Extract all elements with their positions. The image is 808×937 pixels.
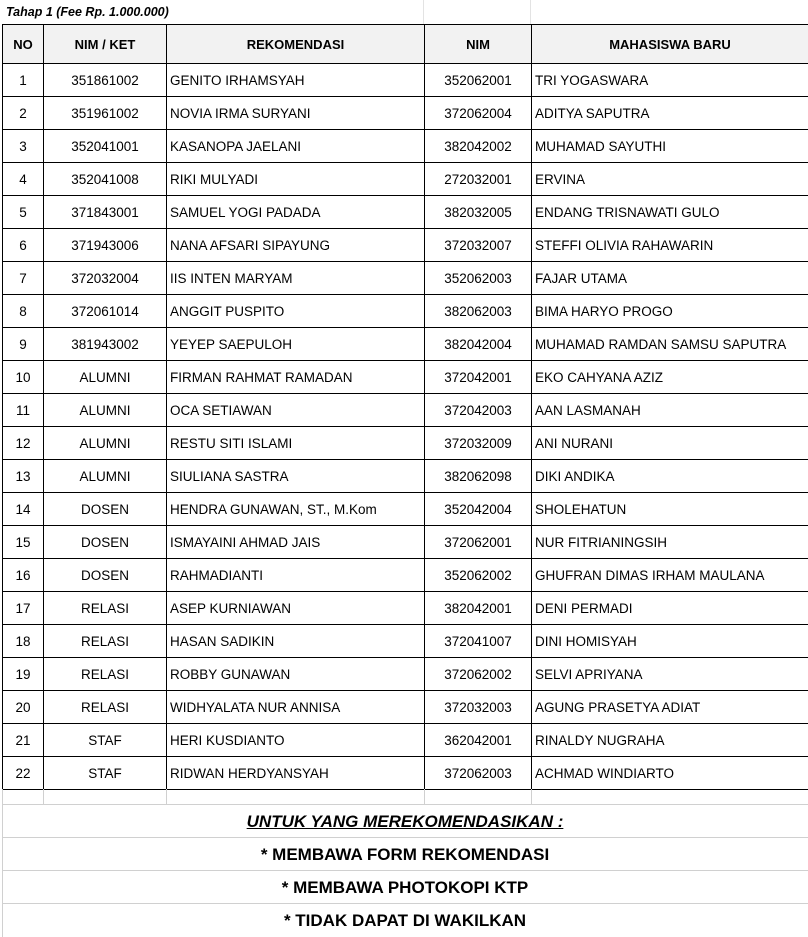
- sheet-title: Tahap 1 (Fee Rp. 1.000.000): [6, 5, 169, 19]
- cell-rekomendasi: KASANOPA JAELANI: [167, 130, 425, 163]
- cell-rekomendasi: RIDWAN HERDYANSYAH: [167, 757, 425, 790]
- gridline: [530, 0, 531, 24]
- cell-rekomendasi: OCA SETIAWAN: [167, 394, 425, 427]
- note-item: * MEMBAWA FORM REKOMENDASI: [2, 837, 808, 870]
- cell-nim: 382042001: [425, 592, 532, 625]
- cell-nim: 382042004: [425, 328, 532, 361]
- gridline: [423, 0, 424, 24]
- cell-rekomendasi: HERI KUSDIANTO: [167, 724, 425, 757]
- cell-no: 1: [3, 64, 44, 97]
- cell-nim: 352042004: [425, 493, 532, 526]
- header-nim-ket: NIM / KET: [44, 25, 167, 64]
- cell-mahasiswa-baru: SELVI APRIYANA: [532, 658, 808, 691]
- spacer-row: [2, 789, 808, 804]
- cell-nim-ket: 372032004: [44, 262, 167, 295]
- cell-no: 22: [3, 757, 44, 790]
- cell-rekomendasi: HENDRA GUNAWAN, ST., M.Kom: [167, 493, 425, 526]
- cell-no: 11: [3, 394, 44, 427]
- cell-no: 10: [3, 361, 44, 394]
- cell-no: 5: [3, 196, 44, 229]
- cell-nim: 372062003: [425, 757, 532, 790]
- cell-rekomendasi: ISMAYAINI AHMAD JAIS: [167, 526, 425, 559]
- gridline: [531, 789, 532, 804]
- table-row: [3, 64, 808, 97]
- cell-rekomendasi: IIS INTEN MARYAM: [167, 262, 425, 295]
- cell-mahasiswa-baru: ERVINA: [532, 163, 808, 196]
- cell-nim-ket: 352041008: [44, 163, 167, 196]
- cell-nim: 372042001: [425, 361, 532, 394]
- cell-nim: 352062001: [425, 64, 532, 97]
- cell-mahasiswa-baru: GHUFRAN DIMAS IRHAM MAULANA: [532, 559, 808, 592]
- header-rekomendasi: REKOMENDASI: [167, 25, 425, 64]
- cell-rekomendasi: RESTU SITI ISLAMI: [167, 427, 425, 460]
- cell-mahasiswa-baru: DENI PERMADI: [532, 592, 808, 625]
- cell-rekomendasi: ASEP KURNIAWAN: [167, 592, 425, 625]
- table-row: [3, 361, 808, 394]
- table-row: [3, 262, 808, 295]
- cell-rekomendasi: HASAN SADIKIN: [167, 625, 425, 658]
- table-row: [3, 625, 808, 658]
- table-row: [3, 130, 808, 163]
- cell-mahasiswa-baru: EKO CAHYANA AZIZ: [532, 361, 808, 394]
- notes-section: [2, 804, 808, 936]
- table-row: [3, 328, 808, 361]
- cell-no: 21: [3, 724, 44, 757]
- cell-nim-ket: STAF: [44, 724, 167, 757]
- cell-nim: 382032005: [425, 196, 532, 229]
- cell-nim: 372062001: [425, 526, 532, 559]
- cell-no: 15: [3, 526, 44, 559]
- cell-no: 9: [3, 328, 44, 361]
- header-nim: NIM: [425, 25, 532, 64]
- cell-nim: 382062098: [425, 460, 532, 493]
- gridline: [43, 789, 44, 804]
- table-row: [3, 295, 808, 328]
- cell-no: 6: [3, 229, 44, 262]
- cell-nim-ket: 352041001: [44, 130, 167, 163]
- recommendation-table: [2, 24, 808, 790]
- cell-mahasiswa-baru: DINI HOMISYAH: [532, 625, 808, 658]
- cell-mahasiswa-baru: ENDANG TRISNAWATI GULO: [532, 196, 808, 229]
- cell-mahasiswa-baru: TRI YOGASWARA: [532, 64, 808, 97]
- cell-no: 18: [3, 625, 44, 658]
- gridline: [424, 789, 425, 804]
- cell-mahasiswa-baru: SHOLEHATUN: [532, 493, 808, 526]
- cell-rekomendasi: GENITO IRHAMSYAH: [167, 64, 425, 97]
- sheet-title-row: [0, 0, 808, 24]
- table-row: [3, 229, 808, 262]
- table-row: [3, 493, 808, 526]
- cell-rekomendasi: NOVIA IRMA SURYANI: [167, 97, 425, 130]
- cell-mahasiswa-baru: NUR FITRIANINGSIH: [532, 526, 808, 559]
- gridline: [166, 789, 167, 804]
- cell-nim-ket: RELASI: [44, 691, 167, 724]
- cell-mahasiswa-baru: RINALDY NUGRAHA: [532, 724, 808, 757]
- cell-mahasiswa-baru: FAJAR UTAMA: [532, 262, 808, 295]
- cell-nim-ket: DOSEN: [44, 493, 167, 526]
- cell-no: 14: [3, 493, 44, 526]
- cell-nim-ket: 381943002: [44, 328, 167, 361]
- table-row: [3, 427, 808, 460]
- cell-nim: 372062002: [425, 658, 532, 691]
- cell-nim-ket: 372061014: [44, 295, 167, 328]
- cell-rekomendasi: ANGGIT PUSPITO: [167, 295, 425, 328]
- cell-nim-ket: 371943006: [44, 229, 167, 262]
- cell-no: 19: [3, 658, 44, 691]
- table-header-row: [3, 25, 808, 64]
- cell-no: 3: [3, 130, 44, 163]
- cell-no: 20: [3, 691, 44, 724]
- cell-nim: 362042001: [425, 724, 532, 757]
- cell-nim: 272032001: [425, 163, 532, 196]
- note-item: * MEMBAWA PHOTOKOPI KTP: [2, 870, 808, 903]
- cell-rekomendasi: YEYEP SAEPULOH: [167, 328, 425, 361]
- header-mahasiswa-baru: MAHASISWA BARU: [532, 25, 808, 64]
- cell-mahasiswa-baru: MUHAMAD SAYUTHI: [532, 130, 808, 163]
- note-item: * TIDAK DAPAT DI WAKILKAN: [2, 903, 808, 936]
- cell-nim-ket: ALUMNI: [44, 361, 167, 394]
- cell-rekomendasi: SIULIANA SASTRA: [167, 460, 425, 493]
- cell-nim: 372032003: [425, 691, 532, 724]
- notes-heading: UNTUK YANG MEREKOMENDASIKAN :: [2, 804, 808, 837]
- cell-mahasiswa-baru: AGUNG PRASETYA ADIAT: [532, 691, 808, 724]
- cell-rekomendasi: RAHMADIANTI: [167, 559, 425, 592]
- cell-mahasiswa-baru: AAN LASMANAH: [532, 394, 808, 427]
- cell-nim-ket: RELASI: [44, 658, 167, 691]
- cell-rekomendasi: NANA AFSARI SIPAYUNG: [167, 229, 425, 262]
- cell-nim-ket: DOSEN: [44, 526, 167, 559]
- cell-nim-ket: RELASI: [44, 592, 167, 625]
- table-row: [3, 526, 808, 559]
- cell-rekomendasi: ROBBY GUNAWAN: [167, 658, 425, 691]
- table-row: [3, 724, 808, 757]
- cell-nim-ket: ALUMNI: [44, 394, 167, 427]
- cell-nim: 372032009: [425, 427, 532, 460]
- cell-nim: 382042002: [425, 130, 532, 163]
- cell-nim-ket: ALUMNI: [44, 427, 167, 460]
- cell-nim: 382062003: [425, 295, 532, 328]
- cell-nim: 372062004: [425, 97, 532, 130]
- table-row: [3, 691, 808, 724]
- cell-no: 4: [3, 163, 44, 196]
- cell-no: 8: [3, 295, 44, 328]
- table-row: [3, 196, 808, 229]
- cell-no: 12: [3, 427, 44, 460]
- cell-nim-ket: 351961002: [44, 97, 167, 130]
- cell-mahasiswa-baru: ACHMAD WINDIARTO: [532, 757, 808, 790]
- cell-no: 2: [3, 97, 44, 130]
- table-row: [3, 394, 808, 427]
- cell-mahasiswa-baru: STEFFI OLIVIA RAHAWARIN: [532, 229, 808, 262]
- table-row: [3, 757, 808, 790]
- cell-rekomendasi: RIKI MULYADI: [167, 163, 425, 196]
- cell-mahasiswa-baru: ANI NURANI: [532, 427, 808, 460]
- cell-no: 17: [3, 592, 44, 625]
- cell-nim: 352062003: [425, 262, 532, 295]
- cell-no: 13: [3, 460, 44, 493]
- cell-rekomendasi: WIDHYALATA NUR ANNISA: [167, 691, 425, 724]
- cell-nim-ket: 371843001: [44, 196, 167, 229]
- table-row: [3, 592, 808, 625]
- cell-mahasiswa-baru: BIMA HARYO PROGO: [532, 295, 808, 328]
- cell-nim-ket: RELASI: [44, 625, 167, 658]
- cell-mahasiswa-baru: ADITYA SAPUTRA: [532, 97, 808, 130]
- table-row: [3, 97, 808, 130]
- cell-nim-ket: ALUMNI: [44, 460, 167, 493]
- cell-no: 7: [3, 262, 44, 295]
- cell-mahasiswa-baru: MUHAMAD RAMDAN SAMSU SAPUTRA: [532, 328, 808, 361]
- cell-nim: 372042003: [425, 394, 532, 427]
- cell-nim-ket: 351861002: [44, 64, 167, 97]
- cell-nim-ket: DOSEN: [44, 559, 167, 592]
- cell-nim: 372041007: [425, 625, 532, 658]
- table-body: [3, 64, 808, 790]
- table-row: [3, 658, 808, 691]
- cell-mahasiswa-baru: DIKI ANDIKA: [532, 460, 808, 493]
- cell-nim-ket: STAF: [44, 757, 167, 790]
- cell-rekomendasi: FIRMAN RAHMAT RAMADAN: [167, 361, 425, 394]
- cell-rekomendasi: SAMUEL YOGI PADADA: [167, 196, 425, 229]
- table-row: [3, 559, 808, 592]
- table-row: [3, 163, 808, 196]
- table-row: [3, 460, 808, 493]
- cell-nim: 372032007: [425, 229, 532, 262]
- header-no: NO: [3, 25, 44, 64]
- cell-nim: 352062002: [425, 559, 532, 592]
- cell-no: 16: [3, 559, 44, 592]
